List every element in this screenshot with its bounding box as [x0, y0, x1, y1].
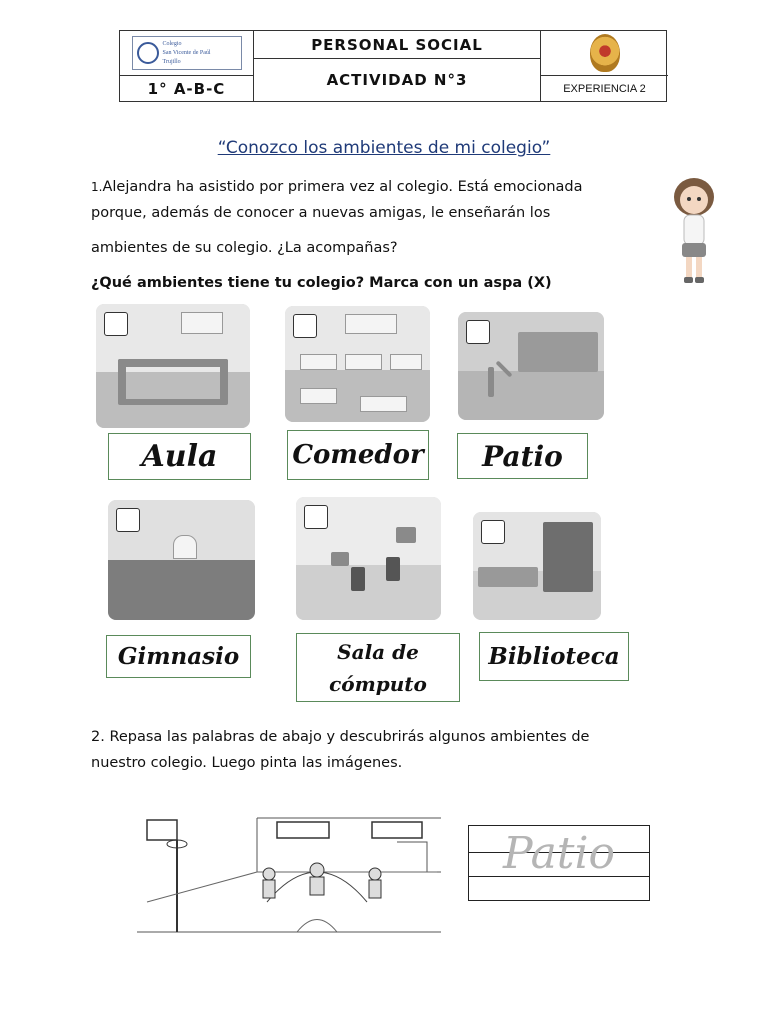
- question2-line1: 2. Repasa las palabras de abajo y descubrirás algunos ambientes de: [91, 729, 590, 745]
- page-title: “Conozco los ambientes de mi colegio”: [217, 138, 551, 158]
- activity-cell: ACTIVIDAD N°3: [254, 59, 541, 102]
- logo-line: Trujillo: [162, 58, 181, 65]
- sala-computo-picture: [296, 497, 441, 620]
- school-logo-cell: [120, 31, 254, 76]
- school-seal-icon: [137, 42, 159, 64]
- label-biblioteca: Biblioteca: [479, 632, 629, 681]
- patio-checkbox[interactable]: [466, 320, 490, 344]
- comedor-picture: [285, 306, 430, 422]
- trace-word-box: [468, 825, 650, 901]
- aula-checkbox[interactable]: [104, 312, 128, 336]
- comedor-checkbox[interactable]: [293, 314, 317, 338]
- question1-line2: porque, además de conocer a nuevas amigas, le enseñarán los: [91, 205, 551, 221]
- label-comedor: Comedor: [287, 430, 429, 480]
- biblioteca-picture: [473, 512, 601, 620]
- school-logo: [132, 36, 242, 70]
- gimnasio-checkbox[interactable]: [116, 508, 140, 532]
- sala-computo-checkbox[interactable]: [304, 505, 328, 529]
- label-patio: Patio: [457, 433, 588, 479]
- instruction: ¿Qué ambientes tiene tu colegio? Marca con un aspa (X): [91, 275, 552, 291]
- gimnasio-picture: [108, 500, 255, 620]
- experience-cell: EXPERIENCIA 2: [563, 83, 646, 95]
- subject-cell: PERSONAL SOCIAL: [254, 31, 541, 59]
- grade-cell: 1° A-B-C: [120, 76, 254, 102]
- label-gimnasio: Gimnasio: [106, 635, 251, 678]
- header-table: [119, 30, 667, 102]
- girl-illustration: [670, 175, 718, 287]
- aula-picture: [96, 304, 250, 428]
- trace-word: Patio: [502, 828, 616, 879]
- question1-line1: 1.Alejandra ha asistido por primera vez al colegio. Está emocionada: [91, 179, 583, 195]
- logo-line: Colegio: [162, 40, 182, 47]
- label-sala-computo: Sala de cómputo: [296, 633, 460, 702]
- court-coloring-illustration: [137, 812, 441, 944]
- logo-line: San Vicente de Paúl: [162, 49, 211, 56]
- heart-emblem-icon: [590, 34, 620, 72]
- biblioteca-checkbox[interactable]: [481, 520, 505, 544]
- label-aula: Aula: [108, 433, 251, 480]
- patio-picture: [458, 312, 604, 420]
- question1-line3: ambientes de su colegio. ¿La acompañas?: [91, 240, 398, 256]
- question2-line2: nuestro colegio. Luego pinta las imágenes.: [91, 755, 403, 771]
- emblem-cell: [541, 31, 668, 76]
